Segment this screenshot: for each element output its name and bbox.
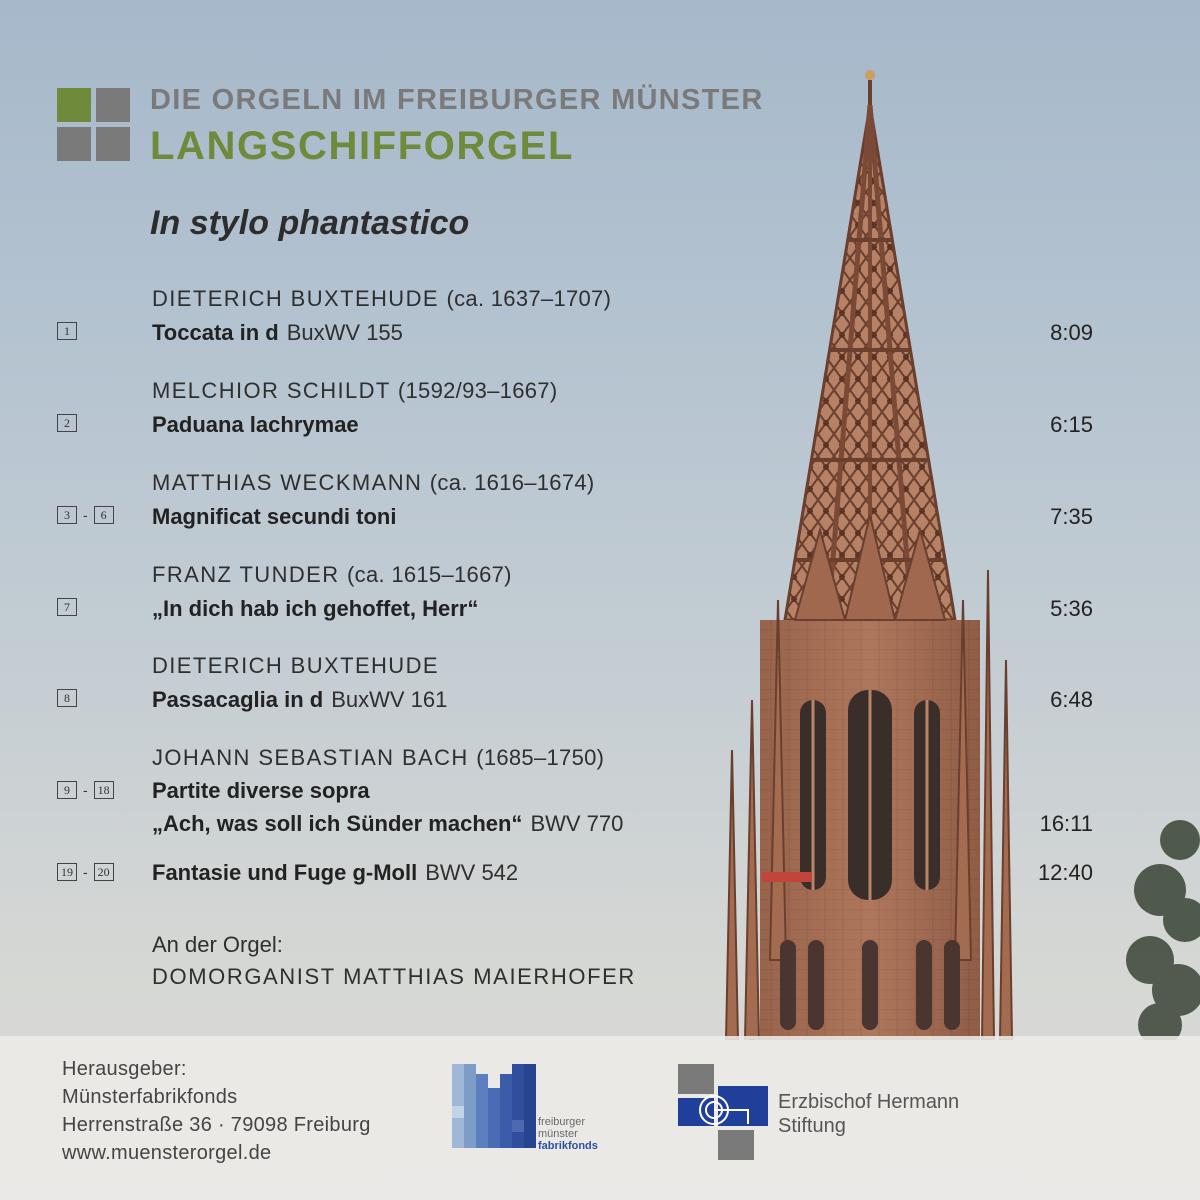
composer-name: DIETERICH BUXTEHUDE	[152, 286, 439, 311]
logo-square-gray	[96, 127, 130, 161]
work-title: Fantasie und Fuge g-Moll	[152, 860, 418, 885]
publisher-website[interactable]: www.muensterorgel.de	[62, 1142, 272, 1164]
work-catalog: BWV 770	[530, 811, 624, 836]
track-box: 8	[57, 689, 77, 707]
work-title-line	[152, 320, 403, 346]
muensterfabrikfonds-logo	[452, 1064, 598, 1153]
composer-name: MATTHIAS WECKMANN	[152, 470, 423, 495]
logo-square-gray	[96, 88, 130, 122]
track-box: 7	[57, 598, 77, 616]
track-range	[57, 506, 114, 524]
track-separator: -	[83, 782, 88, 798]
series-title: DIE ORGELN IM FREIBURGER MÜNSTER	[150, 84, 764, 116]
composer-line	[152, 745, 604, 771]
track-number	[57, 414, 77, 432]
track-box: 3	[57, 506, 77, 524]
work-duration: 7:35	[1050, 504, 1093, 529]
composer-name: JOHANN SEBASTIAN BACH	[152, 745, 469, 770]
track-box: 6	[94, 506, 114, 524]
composer-line	[152, 378, 557, 404]
eh-logo-line: Erzbischof Hermann	[778, 1091, 960, 1113]
track-range	[57, 781, 114, 799]
logo-square-gray	[57, 127, 91, 161]
work-duration: 8:09	[1050, 320, 1093, 345]
track-box: 20	[94, 863, 114, 881]
work-duration: 6:15	[1050, 412, 1093, 437]
composer-dates: (ca. 1637–1707)	[446, 286, 612, 311]
work-title-line	[152, 596, 478, 622]
track-box: 2	[57, 414, 77, 432]
work-title-line	[152, 412, 359, 438]
work-catalog: BWV 542	[425, 860, 519, 885]
track-box: 18	[94, 781, 114, 799]
work-title-line	[152, 860, 518, 886]
work-title-line	[152, 504, 396, 530]
track-box: 19	[57, 863, 77, 881]
work-title: Paduana lachrymae	[152, 412, 359, 437]
m-mosaic-icon	[452, 1064, 536, 1148]
work-duration: 6:48	[1050, 687, 1093, 712]
composer-dates: (1685–1750)	[476, 745, 605, 770]
work-title: Passacaglia in d	[152, 687, 324, 712]
work-catalog: BuxWV 161	[331, 687, 448, 712]
track-range	[57, 863, 114, 881]
publisher-name: Münsterfabrikfonds	[62, 1086, 238, 1108]
performer-name: DOMORGANIST MATTHIAS MAIERHOFER	[152, 964, 636, 989]
track-number	[57, 598, 77, 616]
work-duration: 12:40	[1037, 860, 1093, 885]
composer-line	[152, 562, 512, 588]
organ-title: LANGSCHIFFORGEL	[150, 124, 574, 168]
mf-logo-line: münster	[538, 1128, 578, 1140]
logo-square-green	[57, 88, 91, 122]
performer-label: An der Orgel:	[152, 932, 283, 957]
mf-logo-line: fabrikfonds	[538, 1140, 598, 1152]
work-title: „In dich hab ich gehoffet, Herr“	[152, 596, 479, 621]
composer-line	[152, 653, 439, 679]
track-separator: -	[83, 507, 88, 523]
eh-emblem-icon	[678, 1064, 768, 1160]
composer-dates: (1592/93–1667)	[397, 378, 558, 403]
track-box: 9	[57, 781, 77, 799]
composer-dates: (ca. 1615–1667)	[347, 562, 512, 587]
composer-name: FRANZ TUNDER	[152, 562, 340, 587]
publisher-address: Herrenstraße 36 · 79098 Freiburg	[62, 1114, 371, 1136]
track-number	[57, 689, 77, 707]
work-title-continued: „Ach, was soll ich Sünder machen“	[152, 811, 523, 836]
work-title: Magnificat secundi toni	[152, 504, 397, 529]
composer-line	[152, 470, 595, 496]
composer-name: MELCHIOR SCHILDT	[152, 378, 391, 403]
publisher-label: Herausgeber:	[62, 1058, 187, 1080]
album-title: In stylo phantastico	[150, 204, 470, 242]
eh-stiftung-logo	[678, 1064, 960, 1165]
composer-dates: (ca. 1616–1674)	[429, 470, 595, 495]
cathedral-tower-image	[690, 60, 1200, 1040]
work-title-line	[152, 811, 623, 837]
work-catalog: BuxWV 155	[286, 320, 403, 345]
track-number	[57, 322, 77, 340]
composer-line	[152, 286, 611, 312]
work-duration: 5:36	[1050, 596, 1093, 621]
track-separator: -	[83, 864, 88, 880]
footer	[0, 1036, 1200, 1200]
composer-name: DIETERICH BUXTEHUDE	[152, 653, 439, 678]
work-title: Toccata in d	[152, 320, 279, 345]
mf-logo-line: freiburger	[538, 1116, 586, 1128]
work-title-line	[152, 687, 447, 713]
eh-logo-line: Stiftung	[778, 1115, 846, 1137]
work-title: Partite diverse sopra	[152, 778, 370, 803]
track-box: 1	[57, 322, 77, 340]
work-duration: 16:11	[1039, 811, 1093, 836]
